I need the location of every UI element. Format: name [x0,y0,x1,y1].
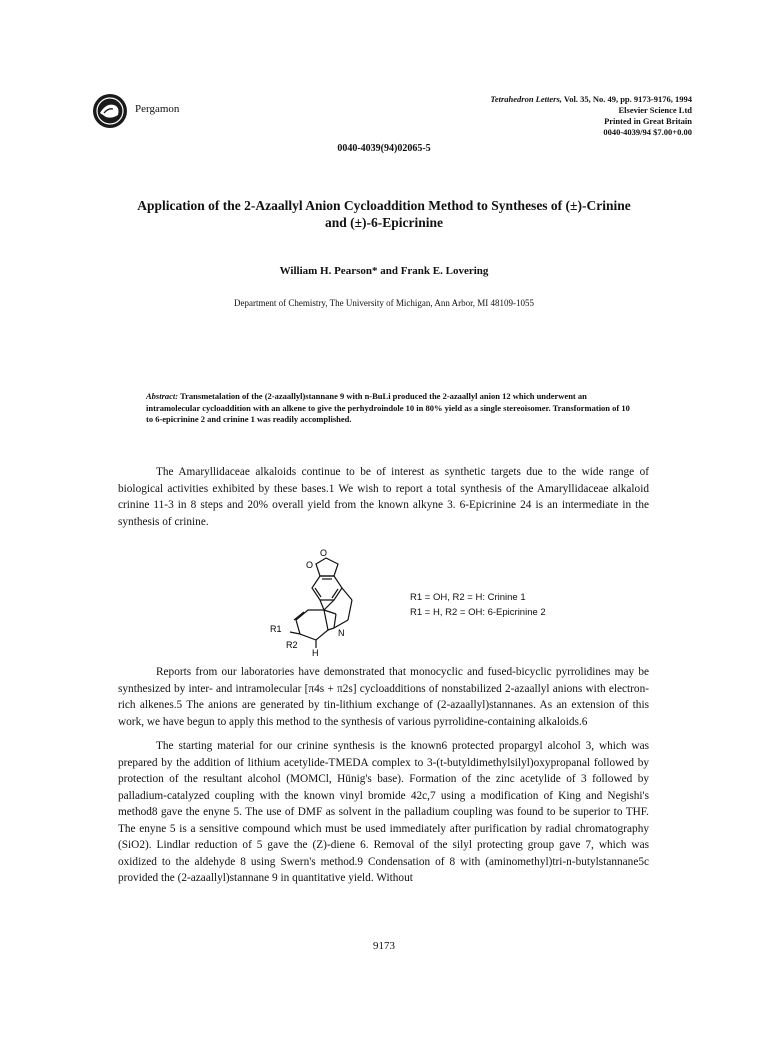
label-crinine: R1 = OH, R2 = H: Crinine 1 [410,592,526,603]
publisher-name: Pergamon [135,103,180,115]
authors: William H. Pearson* and Frank E. Lovering [279,265,489,277]
journal-name: Tetrahedron Letters, [490,94,562,104]
body-paragraph-2 [118,664,649,730]
title-line-2: and (±)-6-Epicrinine [324,215,444,230]
abstract [146,391,634,426]
journal-line-3: Printed in Great Britain [604,116,692,126]
page-number: 9173 [373,940,395,952]
atom-h: H [312,648,319,658]
body-paragraph-3 [118,738,649,887]
atom-r1: R1 [270,624,282,634]
paragraph-3-text: The starting material for our crinine synthesis is the known6 protected propargyl alcohol 3, which was prepared by the addition of lithium acetylide-TMEDA complex to 3-(t-butyldimethylsilyl)oxypropanal followed by protection of the resultant alcohol (MOMCl, Hünig's base). Formation of the zinc acetylide of 3 followed by palladium-catalyzed coupling with the known vinyl bromide 42c,7 using a modification of King and Negishi's method8 gave the enyne 5. The use of DMF as solvent in the palladium coupling was found to be superior to THF. The enyne 5 is a sensitive compound which must be used immediately after purification by radial chromatography (SiO2). Lindlar reduction of 5 gave the (Z)-diene 6. Removal of the silyl protecting group gave 7, which was oxidized to the aldehyde 8 using Swern's method.9 Condensation of 8 with (aminomethyl)tri-n-butylstannane5c provided the (2-azaallyl)stannane 9 in quantitative yield. Without [118,740,649,884]
atom-r2: R2 [286,640,298,650]
journal-details: Vol. 35, No. 49, pp. 9173-9176, 1994 [561,94,692,104]
journal-line-4: 0040-4039/94 $7.00+0.00 [603,127,692,137]
affiliation: Department of Chemistry, The University of Michigan, Ann Arbor, MI 48109-1055 [233,298,535,308]
atom-n: N [338,628,345,638]
label-epicrinine: R1 = H, R2 = OH: 6-Epicrinine 2 [410,607,546,618]
abstract-text: Transmetalation of the (2-azaallyl)stannane 9 with n-BuLi produced the 2-azaallyl anion 12 which underwent an intramolecular cycloaddition with an alkene to give the perhydroindole 10 in 80% yield as a single stereoisomer. Transformation of 10 to 6-epicrinine 2 and crinine 1 was readily accomplished. [146,391,630,424]
paragraph-2-text: Reports from our laboratories have demonstrated that monocyclic and fused-bicyclic pyrrolidines may be synthesized by inter- and intramolecular [π4s + π2s] cycloadditions of nonstabilized 2-azaallyl anions with electron-rich alkenes.5 The anions are generated by tin-lithium exchange of (2-azaallyl)stannanes. As an extension of this work, we have begun to apply this method to the synthesis of various pyrrolidine-containing alkaloids.6 [118,666,649,728]
title-line-1: Application of the 2-Azaallyl Anion Cycloaddition Method to Syntheses of (±)-Crinine [137,198,631,213]
journal-line-2: Elsevier Science Ltd [618,105,692,115]
body-paragraph-1 [118,464,649,530]
atom-o-left: O [306,560,314,570]
paper-title [90,197,678,231]
atom-o-top: O [320,548,328,558]
publisher-logo [92,93,128,129]
doi-code: 0040-4039(94)02065-5 [337,143,431,154]
structure-labels [410,590,546,620]
paragraph-1-text: The Amaryllidaceae alkaloids continue to be of interest as synthetic targets due to the wide range of biological activities exhibited by these bases.1 We wish to report a total synthesis of the Amaryllidaceae alkaloid crinine 11-3 in 8 steps and 20% overall yield from the known alkyne 3. 6-Epicrinine 24 is an intermediate in the synthesis of crinine. [118,466,649,528]
crinine-structure [264,548,404,658]
journal-info [490,94,692,138]
abstract-label: Abstract: [146,391,179,401]
